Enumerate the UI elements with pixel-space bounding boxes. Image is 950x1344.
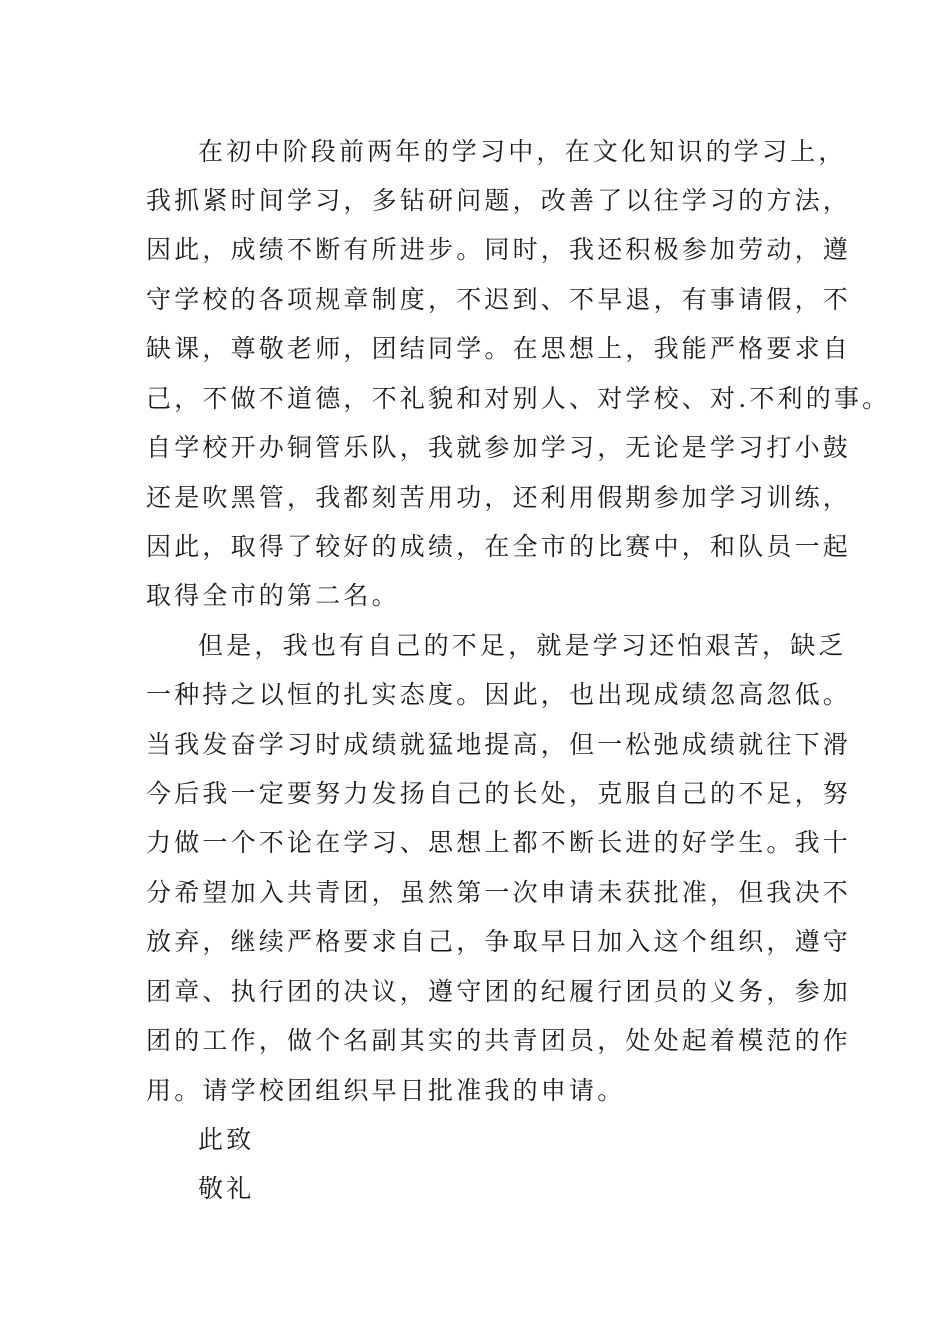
text-line: 因此，成绩不断有所进步。同时，我还积极参加劳动，遵	[146, 235, 852, 264]
text-line: 守学校的各项规章制度，不迟到、不早退，有事请假，不	[146, 285, 852, 314]
text-line: 因此，取得了较好的成绩，在全市的比赛中，和队员一起	[146, 532, 852, 561]
text-line: 自学校开办铜管乐队，我就参加学习，无论是学习打小鼓	[146, 433, 852, 462]
text-line: 用。请学校团组织早日批准我的申请。	[146, 1076, 626, 1105]
closing-regards: 敬礼	[198, 1174, 255, 1203]
text-line: 己，不做不道德，不礼貌和对别人、对学校、对.不利的事。	[146, 384, 891, 413]
text-line: 分希望加入共青团，虽然第一次申请未获批准，但我决不	[146, 878, 852, 907]
text-line: 取得全市的第二名。	[146, 581, 400, 610]
text-line: 当我发奋学习时成绩就猛地提高，但一松弛成绩就往下滑	[146, 730, 852, 759]
text-line: 在初中阶段前两年的学习中，在文化知识的学习上，	[198, 137, 847, 166]
text-line: 团章、执行团的决议，遵守团的纪履行团员的义务，参加	[146, 977, 852, 1006]
text-line: 还是吹黑管，我都刻苦用功，还利用假期参加学习训练，	[146, 483, 852, 512]
text-line: 但是，我也有自己的不足，就是学习还怕艰苦，缺乏	[198, 631, 847, 660]
closing-salutation: 此致	[198, 1125, 255, 1154]
text-line: 一种持之以恒的扎实态度。因此，也出现成绩忽高忽低。	[146, 680, 852, 709]
text-line: 缺课，尊敬老师，团结同学。在思想上，我能严格要求自	[146, 334, 852, 363]
text-line: 放弃，继续严格要求自己，争取早日加入这个组织，遵守	[146, 927, 852, 956]
text-line: 团的工作，做个名副其实的共青团员，处处起着模范的作	[146, 1026, 852, 1055]
text-line: 力做一个不论在学习、思想上都不断长进的好学生。我十	[146, 828, 852, 857]
text-line: 我抓紧时间学习，多钻研问题，改善了以往学习的方法，	[146, 186, 852, 215]
text-line: 今后我一定要努力发扬自己的长处，克服自己的不足，努	[146, 779, 852, 808]
